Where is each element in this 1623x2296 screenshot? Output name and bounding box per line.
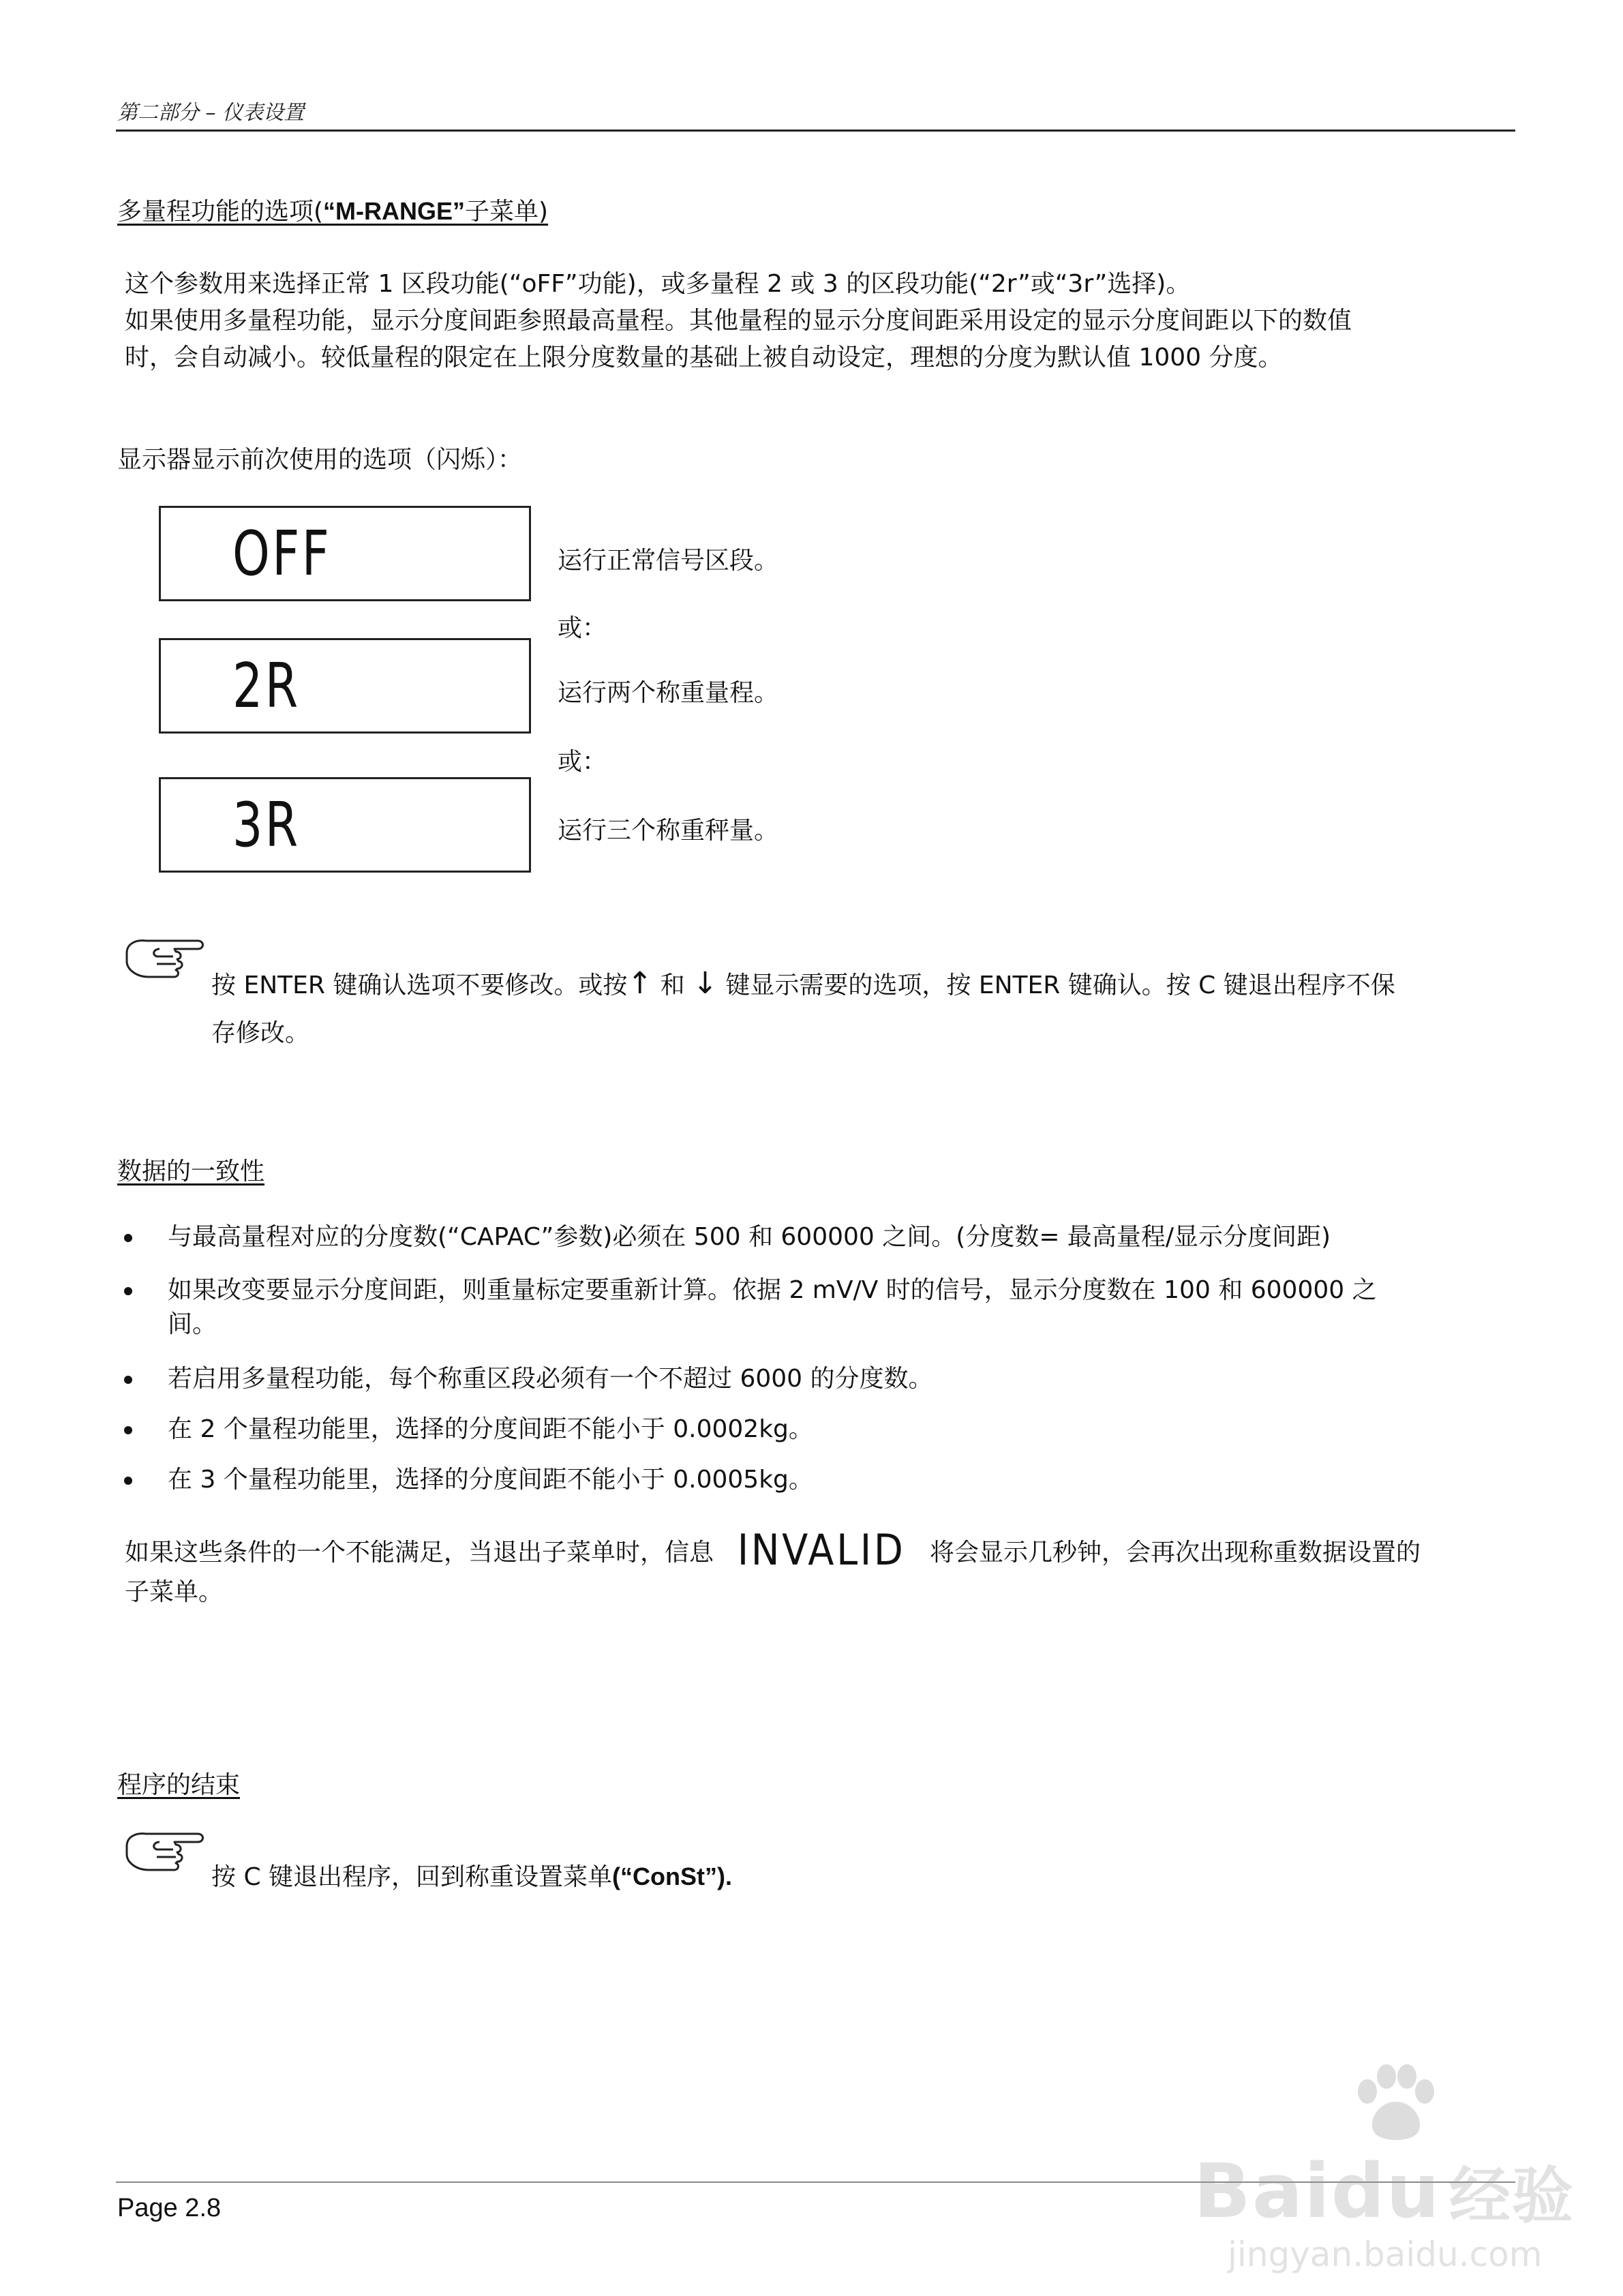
- note-text-a: 按 ENTER 键确认选项不要修改。或按: [211, 971, 628, 999]
- para-line-3: 时，会自动减小。较低量程的限定在上限分度数量的基础上被自动设定，理想的分度为默认值 1000 分度。: [125, 344, 1283, 372]
- watermark-brand-text: Baidu: [1194, 2147, 1441, 2235]
- watermark-brand: [1194, 2146, 1575, 2235]
- bullet-icon: [124, 1426, 132, 1434]
- heading-pre: 多量程功能的选项(: [117, 198, 324, 226]
- heading-post: 子菜单): [465, 198, 549, 226]
- bullet-text: 在 2 个量程功能里，选择的分度间距不能小于 0.0002kg。: [168, 1415, 813, 1443]
- bullet-text: 在 3 个量程功能里，选择的分度间距不能小于 0.0005kg。: [168, 1466, 813, 1494]
- bullet-icon: [124, 1234, 132, 1242]
- lcd-display-3r: [159, 777, 531, 873]
- bullet-text: 与最高量程对应的分度数(“CAPAC”参数)必须在 500 和 600000 之间。(分度数= 最高量程/显示分度间距): [168, 1223, 1331, 1251]
- section-heading-data-consistency: 数据的一致性: [117, 1158, 265, 1185]
- m-range-description: [125, 266, 1515, 376]
- invalid-lcd-text: INVALID: [738, 1525, 906, 1575]
- bullet-icon: [124, 1287, 132, 1295]
- option-desc-2r: 运行两个称重量程。: [558, 679, 779, 707]
- option-desc-3r: 运行三个称重秤量。: [558, 817, 779, 845]
- invalid-message-para: [125, 1525, 1515, 1612]
- para-line-1: 这个参数用来选择正常 1 区段功能(“oFF”功能)，或多量程 2 或 3 的区段功能(“2r”或“3r”选择)。: [125, 270, 1191, 298]
- section-heading-program-end: 程序的结束: [117, 1771, 241, 1799]
- baidu-watermark: [1187, 2064, 1596, 2274]
- or-label-2: 或：: [558, 748, 607, 776]
- watermark-url: jingyan.baidu.com: [1228, 2235, 1543, 2274]
- pointing-hand-icon: [121, 1827, 207, 1875]
- bullet-text: [168, 1273, 1517, 1342]
- invalid-pre: 如果这些条件的一个不能满足，当退出子菜单时，信息: [125, 1539, 722, 1567]
- bullet-icon: [124, 1477, 132, 1485]
- down-arrow-icon: ↓: [693, 966, 718, 1001]
- lcd-display-off: [159, 506, 531, 601]
- note-line-2: 存修改。: [211, 1019, 310, 1047]
- invalid-line-2: 子菜单。: [125, 1578, 224, 1606]
- invalid-line-1: [125, 1525, 1515, 1575]
- section-heading-m-range: [117, 192, 548, 227]
- note-text-c: 键显示需要的选项，按 ENTER 键确认。按 C 键退出程序不保: [717, 971, 1395, 999]
- running-header: 第二部分 – 仪表设置: [117, 101, 305, 125]
- program-end-note: [211, 1858, 1602, 1896]
- end-note-bold: (“ConSt”).: [612, 1862, 732, 1890]
- bullet-text-line: 如果改变要显示分度间距，则重量标定要重新计算。依据 2 mV/V 时的信号，显示分度数在 100 和 600000 之: [168, 1276, 1377, 1304]
- invalid-post: 将会显示几秒钟，会再次出现称重数据设置的: [922, 1539, 1421, 1567]
- heading-bold: “M-RANGE”: [323, 197, 466, 225]
- para-line-2: 如果使用多量程功能，显示分度间距参照最高量程。其他量程的显示分度间距采用设定的显示分度间距以下的数值: [125, 307, 1352, 335]
- header-rule: [116, 130, 1515, 132]
- paw-logo-icon: [1347, 2064, 1442, 2146]
- bullet-text: 若启用多量程功能，每个称重区段必须有一个不超过 6000 的分度数。: [168, 1365, 933, 1393]
- note-text-b: 和: [652, 971, 693, 999]
- page-number: Page 2.8: [117, 2194, 222, 2222]
- note-line-1: [211, 960, 1513, 1010]
- pointing-hand-icon: [121, 934, 207, 982]
- end-note-pre: 按 C 键退出程序，回到称重设置菜单: [211, 1863, 613, 1891]
- lcd-text-off: OFF: [232, 518, 332, 590]
- watermark-brand-cn: 经验: [1448, 2160, 1575, 2232]
- lcd-display-2r: [159, 638, 531, 734]
- bullet-icon: [124, 1376, 132, 1384]
- bullet-text-cont: 间。: [168, 1310, 217, 1338]
- or-label-1: 或：: [558, 614, 607, 642]
- display-intro: 显示器显示前次使用的选项（闪烁）：: [117, 446, 523, 474]
- option-desc-off: 运行正常信号区段。: [558, 547, 779, 575]
- lcd-text-3r: 3R: [232, 789, 301, 861]
- up-arrow-icon: ↑: [627, 966, 653, 1001]
- m-range-note: [211, 960, 1513, 1057]
- lcd-text-2r: 2R: [232, 650, 301, 722]
